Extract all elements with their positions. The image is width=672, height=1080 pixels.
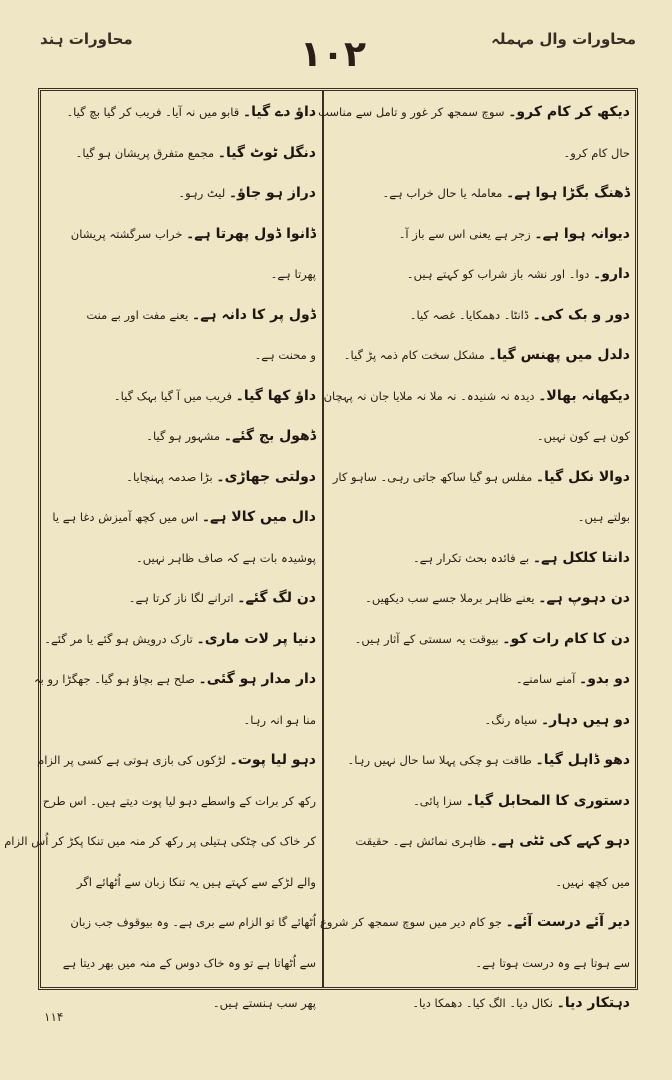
idiom-line — [44, 376, 316, 417]
idiom-meaning: کون ہے کون نہیں۔ — [536, 429, 630, 443]
idiom-meaning: جو کام دیر میں سوچ سمجھ کر شروع — [320, 915, 506, 929]
idiom-headword: دستوری کا المحابل گیا۔ — [465, 792, 630, 809]
idiom-meaning: معاملہ یا حال خراب ہے۔ — [382, 186, 507, 200]
idiom-meaning: زجر ہے یعنی اس سے باز آ۔ — [398, 226, 535, 241]
idiom-meaning: سیاہ رنگ۔ — [484, 712, 541, 727]
running-header-left: محاورات ہند — [40, 30, 133, 48]
idiom-headword: داؤ کھا گیا۔ — [235, 387, 316, 404]
idiom-meaning: بولتے ہیں۔ — [577, 510, 630, 524]
idiom-headword: ڈانوا ڈول پھرتا ہے۔ — [186, 225, 316, 242]
idiom-headword: ڈھول بج گئے۔ — [223, 428, 316, 444]
idiom-headword: دیکھانہ بھالا۔ — [538, 387, 630, 404]
idiom-headword: دراز ہو جاؤ۔ — [228, 185, 316, 201]
idiom-meaning: رکھ کر برات کے واسطے دہو لیا پوت دیتے ہیں۔ اس طرح — [42, 793, 316, 808]
idiom-headword: دلدل میں پھنس گیا۔ — [488, 347, 630, 363]
idiom-meaning: خراب سرگشتہ پریشان — [70, 226, 187, 241]
idiom-meaning: مشکل سخت کام ذمہ پڑ گیا۔ — [343, 348, 489, 362]
idiom-meaning: سے ہوتا ہے وہ درست ہوتا ہے۔ — [475, 955, 630, 970]
idiom-line — [44, 92, 316, 133]
idiom-line — [328, 295, 630, 336]
idiom-meaning: والے لڑکے سے کہتے ہیں یہ تنکا زبان سے اُٹھائے اگر — [76, 874, 316, 889]
idiom-line — [44, 133, 316, 174]
idiom-meaning: سوچ سمجھ کر غور و تامل سے مناسب — [318, 105, 509, 119]
idiom-headword: دنیا پر لات ماری۔ — [196, 630, 316, 647]
idiom-line — [328, 659, 630, 700]
idiom-meaning: پھر سب ہنستے ہیں۔ — [212, 996, 316, 1010]
idiom-meaning: مجمع متفرق پریشان ہو گیا۔ — [75, 145, 218, 160]
idiom-line — [37, 740, 316, 781]
idiom-line — [44, 700, 316, 741]
idiom-line — [44, 254, 316, 295]
idiom-line — [44, 781, 316, 822]
idiom-headword: دال میں کالا ہے۔ — [201, 509, 316, 525]
idiom-meaning: طاقت ہو چکی پہلا سا حال نہیں رہا۔ — [347, 753, 536, 767]
idiom-meaning: سے اُٹھاتا ہے تو وہ خاک دوس کے منہ میں بھر دیتا ہے — [62, 955, 316, 970]
idiom-headword: دن لگ گئے۔ — [237, 590, 316, 606]
idiom-meaning: ڈانٹا۔ دھمکایا۔ غصہ کیا۔ — [409, 307, 533, 322]
idiom-meaning: یعنے ظاہر برملا جسے سب دیکھیں۔ — [365, 591, 539, 605]
idiom-meaning: پوشیدہ بات ہے کہ صاف ظاہر نہیں۔ — [135, 550, 316, 565]
idiom-line — [328, 214, 630, 255]
idiom-meaning: بڑا صدمہ پہنچایا۔ — [126, 469, 217, 484]
idiom-meaning: صلح ہے بچاؤ ہو گیا۔ جھگڑا رو بہ — [33, 672, 199, 686]
idiom-headword: دو ہیں دہار۔ — [540, 711, 630, 728]
idiom-meaning: دیدہ نہ شنیدہ۔ نہ ملا نہ ملایا جان نہ پہچان — [323, 388, 539, 403]
idiom-line — [44, 578, 316, 619]
idiom-meaning: میں کچھ نہیں۔ — [555, 874, 630, 889]
idiom-meaning: کر خاک کی چٹکی ہتیلی پر رکھ کر منہ میں تنکا پکڑ کر اُس الزام — [4, 834, 316, 848]
idiom-line — [44, 538, 316, 579]
idiom-line — [328, 497, 630, 538]
idiom-line — [44, 862, 316, 903]
idiom-headword: ڈھنگ بگڑا ہوا ہے۔ — [506, 185, 630, 201]
idiom-meaning: اترانے لگا ناز کرتا ہے۔ — [128, 591, 238, 605]
idiom-headword: دن کا کام رات کو۔ — [502, 630, 630, 647]
idiom-line — [328, 700, 630, 741]
idiom-line — [328, 457, 630, 498]
idiom-line — [328, 133, 630, 174]
idiom-meaning: دوا۔ اور نشہ باز شراب کو کہتے ہیں۔ — [406, 267, 594, 281]
idiom-line — [44, 416, 316, 457]
idiom-line — [328, 862, 630, 903]
idiom-headword: دارو۔ — [593, 266, 630, 282]
signature-mark: ۱۱۴ — [44, 1010, 64, 1024]
left-column — [4, 92, 316, 1010]
idiom-line — [44, 619, 316, 660]
idiom-line — [44, 943, 316, 984]
idiom-line — [44, 295, 316, 336]
idiom-headword: دولتی جھاڑی۔ — [216, 468, 316, 485]
idiom-line — [44, 173, 316, 214]
idiom-line — [328, 254, 630, 295]
idiom-headword: دنگل ٹوٹ گیا۔ — [217, 144, 316, 161]
idiom-headword: دانتا کلکل ہے۔ — [532, 549, 630, 566]
idiom-headword: دہتکار دیا۔ — [556, 995, 630, 1011]
idiom-line — [33, 659, 316, 700]
idiom-meaning: قابو میں نہ آیا۔ فریب کر گیا بچ گیا۔ — [66, 105, 243, 119]
idiom-meaning: لڑکوں کی بازی ہوتی ہے کسی پر الزام — [37, 753, 230, 767]
idiom-line — [328, 335, 630, 376]
idiom-line — [328, 983, 630, 1024]
idiom-line — [4, 821, 316, 862]
idiom-line — [323, 376, 630, 417]
idiom-headword: دن دہوپ ہے۔ — [538, 590, 630, 606]
idiom-meaning: ظاہری نمائش ہے۔ حقیقت — [355, 834, 490, 848]
idiom-meaning: حال کام کرو۔ — [563, 145, 630, 160]
idiom-meaning: بیوقت یہ سستی کے آثار ہیں۔ — [354, 631, 503, 646]
idiom-meaning: مفلس ہو گیا ساکھ جاتی رہی۔ ساہو کار — [332, 469, 536, 484]
idiom-meaning: پھرتا ہے۔ — [270, 267, 316, 281]
idiom-meaning: فریب میں آ گیا بہک گیا۔ — [113, 388, 236, 403]
idiom-line — [44, 497, 316, 538]
idiom-headword: دو بدو۔ — [578, 671, 630, 687]
idiom-line — [44, 983, 316, 1024]
idiom-meaning: تارک درویش ہو گئے یا مر گئے۔ — [44, 631, 197, 646]
idiom-line — [328, 781, 630, 822]
idiom-meaning: اُٹھائے گا تو الزام سے بری ہے۔ وہ بیوقوف جب زبان — [70, 915, 316, 929]
idiom-line — [328, 821, 630, 862]
idiom-headword: دھو ڈاہل گیا۔ — [535, 752, 630, 768]
idiom-line — [328, 943, 630, 984]
idiom-meaning: مشہور ہو گیا۔ — [146, 429, 224, 443]
idiom-line — [44, 457, 316, 498]
right-column — [318, 92, 630, 1011]
idiom-headword: دیوانہ ہوا ہے۔ — [534, 225, 630, 242]
idiom-headword: دور و بک کی۔ — [532, 306, 630, 323]
page-number: ۱۰۲ — [300, 34, 366, 75]
idiom-headword: دیکھ کر کام کرو۔ — [508, 104, 630, 120]
idiom-meaning: منا ہو انہ رہا۔ — [243, 712, 316, 727]
idiom-line — [320, 902, 630, 943]
idiom-meaning: آمنے سامنے۔ — [515, 672, 579, 686]
idiom-headword: ڈول پر کا دانہ ہے۔ — [192, 306, 316, 323]
idiom-meaning: یعنے مفت اور بے منت — [86, 307, 192, 322]
idiom-line — [328, 173, 630, 214]
idiom-line — [328, 416, 630, 457]
idiom-line — [328, 619, 630, 660]
idiom-meaning: اس میں کچھ آمیزش دغا ہے یا — [52, 510, 202, 524]
idiom-line — [318, 92, 630, 133]
idiom-headword: دہو لیا پوت۔ — [229, 752, 316, 768]
idiom-headword: دیر آئے درست آئے۔ — [505, 914, 630, 930]
idiom-meaning: و محنت ہے۔ — [254, 348, 316, 362]
idiom-headword: دہو کہے کی ٹٹی ہے۔ — [489, 833, 630, 849]
running-header-right: محاورات وال مہملہ — [491, 30, 636, 48]
idiom-line — [328, 538, 630, 579]
idiom-meaning: نکال دیا۔ الگ کیا۔ دھمکا دیا۔ — [412, 996, 557, 1010]
idiom-line — [44, 902, 316, 943]
idiom-meaning: لیٹ رہو۔ — [178, 186, 229, 200]
idiom-line — [328, 578, 630, 619]
idiom-meaning: سزا پائی۔ — [413, 793, 466, 808]
column-divider — [322, 90, 324, 988]
idiom-headword: دوالا نکل گیا۔ — [535, 468, 630, 485]
idiom-headword: داؤ دے گیا۔ — [242, 104, 316, 120]
idiom-line — [44, 335, 316, 376]
idiom-meaning: بے فائدہ بحث تکرار ہے۔ — [412, 550, 533, 565]
idiom-line — [328, 740, 630, 781]
idiom-headword: دار مدار ہو گئی۔ — [198, 671, 316, 687]
idiom-line — [44, 214, 316, 255]
